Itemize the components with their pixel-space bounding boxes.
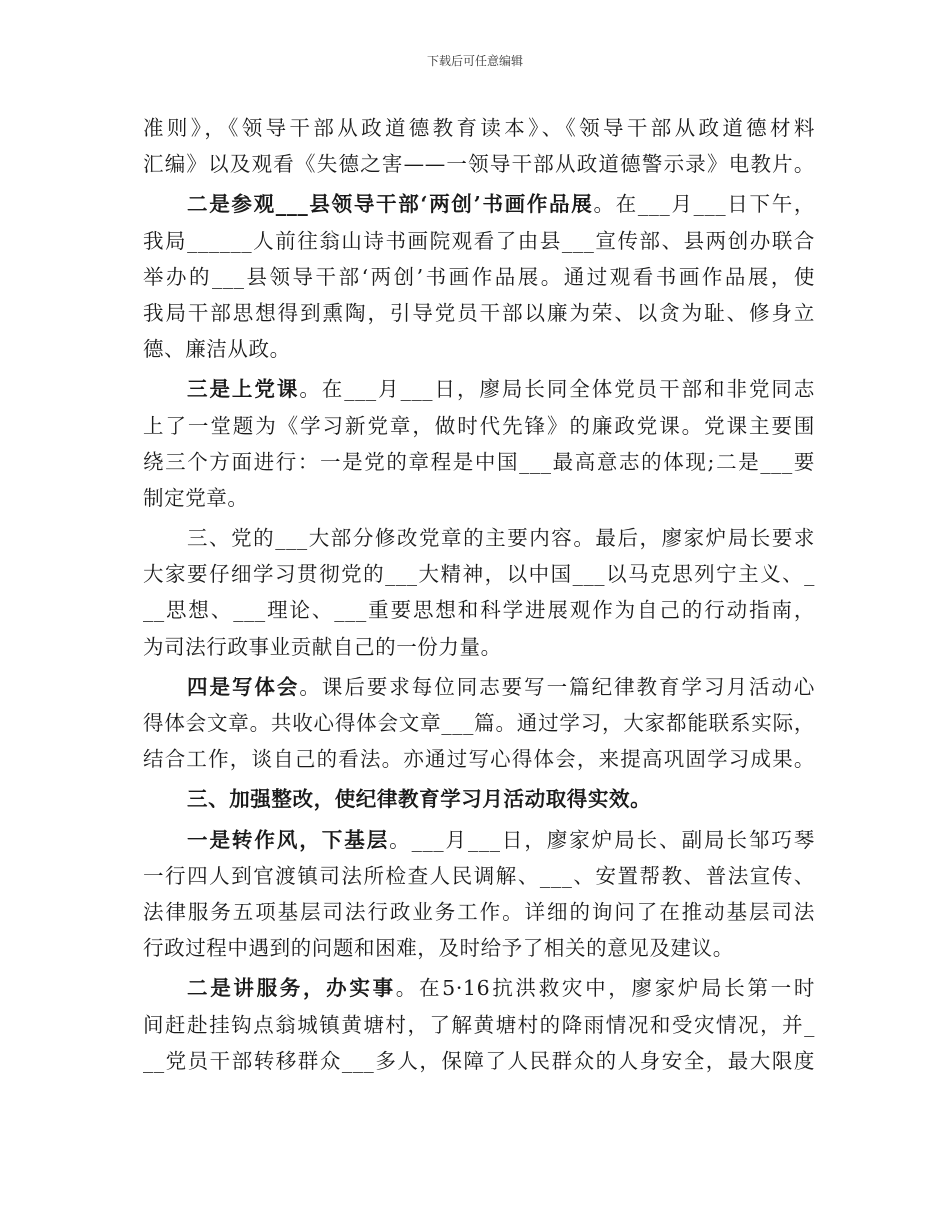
page-header: 下载后可任意编辑 [426, 54, 523, 68]
line-text: 。在5·16抗洪救灾中，廖家炉局长第一时 [395, 976, 815, 1001]
paragraph [143, 822, 815, 967]
text-line: 大家要仔细学习贯彻党的___大精神，以中国___以马克思列宁主义、_ [143, 562, 815, 587]
text-line: 制定党章。 [143, 485, 249, 510]
paragraph [143, 520, 815, 665]
text-line: 举办的___县领导干部‘两创’书画作品展。通过观看书画作品展，使 [143, 264, 815, 289]
bold-lead: 四是写体会 [187, 674, 300, 699]
text-line: 得体会文章。共收心得体会文章___篇。通过学习，大家都能联系实际， [143, 711, 815, 735]
text-line: 我局干部思想得到熏陶，引导党员干部以廉为荣、以贪为耻、修身立 [143, 300, 815, 325]
text-line: __思想、___理论、___重要思想和科学进展观作为自己的行动指南， [143, 598, 815, 623]
paragraph [143, 110, 815, 182]
text-line [143, 781, 815, 817]
text-line: 我局______人前往翁山诗书画院观看了由县___宣传部、县两创办联合 [143, 228, 815, 253]
paragraph [143, 371, 815, 516]
paragraph [143, 970, 815, 1079]
line-text: 。课后要求每位同志要写一篇纪律教育学习月活动心 [299, 674, 815, 699]
section-heading [143, 781, 815, 817]
text-line: 一行四人到官渡镇司法所检查人民调解、___、安置帮教、普法宣传、 [143, 863, 815, 888]
text-line: 行政过程中遇到的问题和困难，及时给予了相关的意见及建议。 [143, 936, 734, 961]
text-line: 绕三个方面进行：一是党的章程是中国___最高意志的体现;二是___要 [143, 449, 815, 474]
text-line: 为司法行政事业贡献自己的一份力量。 [143, 634, 502, 659]
heading-text: 三、加强整改，使纪律教育学习月活动取得实效。 [187, 787, 652, 812]
line-text: 。在___月___日，廖局长同全体党员干部和非党同志 [299, 377, 815, 402]
text-line [143, 669, 815, 705]
text-line: 准则》，《领导干部从政道德教育读本》、《领导干部从政道德材料 [143, 116, 815, 140]
text-line: __党员干部转移群众___多人，保障了人民群众的人身安全，最大限度 [143, 1048, 815, 1073]
text-line [143, 186, 815, 222]
text-line: 间赶赴挂钩点翁城镇黄塘村，了解黄塘村的降雨情况和受灾情况，并_ [143, 1012, 815, 1037]
text-line [143, 822, 815, 858]
text-line: 三、党的___大部分修改党章的主要内容。最后，廖家炉局长要求 [187, 526, 815, 551]
bold-lead: 三是上党课 [187, 377, 300, 402]
text-line [143, 970, 815, 1006]
text-line: 法律服务五项基层司法行政业务工作。详细的询问了在推动基层司法 [143, 899, 815, 924]
bold-lead: 二是参观___县领导干部‘两创’书画作品展 [187, 192, 594, 217]
text-line: 结合工作，谈自己的看法。亦通过写心得体会，来提高巩固学习成果。 [143, 747, 815, 772]
paragraph [143, 669, 815, 778]
bold-lead: 一是转作风，下基层 [187, 827, 390, 852]
text-line: 上了一堂题为《学习新党章，做时代先锋》的廉政党课。党课主要围 [143, 413, 815, 438]
paragraph [143, 186, 815, 367]
text-line [143, 371, 815, 407]
document-body [143, 110, 815, 1079]
line-text: 。在___月___日下午， [593, 192, 815, 217]
line-text: 。___月___日，廖家炉局长、副局长邹巧琴 [389, 827, 815, 852]
text-line: 德、廉洁从政。 [143, 337, 291, 362]
text-line: 汇编》以及观看《失德之害——一领导干部从政道德警示录》电教片。 [143, 152, 815, 177]
bold-lead: 二是讲服务，办实事 [187, 976, 396, 1001]
